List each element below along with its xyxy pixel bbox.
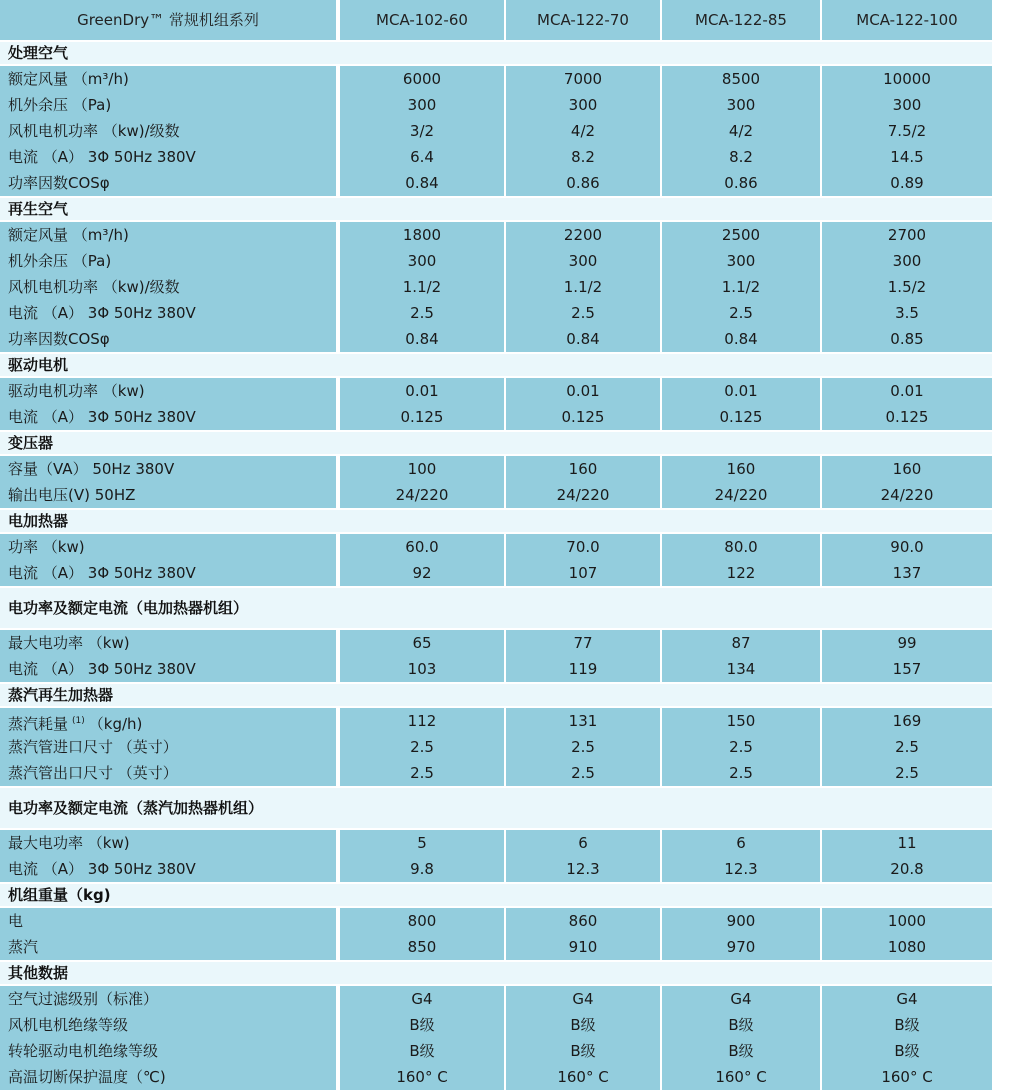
- value-column: [822, 534, 992, 586]
- row-value: 134: [726, 660, 756, 678]
- section-title: 其他数据: [0, 962, 992, 984]
- row-value: 3/2: [409, 122, 435, 140]
- row-label: [0, 630, 336, 656]
- row-value: 80.0: [724, 538, 758, 556]
- row-value: 1000: [887, 912, 927, 930]
- value-column: [822, 986, 992, 1090]
- section-title: 处理空气: [0, 42, 992, 64]
- section-title: 机组重量（kg): [0, 884, 992, 906]
- section-rows: [0, 908, 992, 960]
- row-value: 24/220: [395, 486, 449, 504]
- row-value: 0.125: [561, 408, 605, 426]
- row-label-unit: （kg/h): [88, 715, 143, 733]
- row-value: 2.5: [571, 738, 595, 756]
- row-value: 11: [897, 834, 917, 852]
- row-label: [0, 986, 336, 1012]
- label-column: [0, 222, 336, 352]
- row-value: 0.01: [890, 382, 924, 400]
- row-value: 860: [568, 912, 598, 930]
- section-rows: [0, 534, 992, 586]
- row-value: 1.5/2: [887, 278, 927, 296]
- row-value: 300: [726, 252, 756, 270]
- row-value: 10000: [883, 70, 931, 88]
- row-label-text: 高温切断保护温度（℃): [8, 1068, 166, 1086]
- row-value: 4/2: [570, 122, 596, 140]
- value-column: [340, 986, 504, 1090]
- row-label-text: 功率因数COSφ: [8, 330, 110, 348]
- row-value: G4: [572, 990, 594, 1008]
- row-label: [0, 708, 336, 734]
- row-value: G4: [896, 990, 918, 1008]
- value-column: [662, 708, 820, 786]
- row-value: 300: [407, 252, 437, 270]
- row-value: 7000: [563, 70, 603, 88]
- label-column: [0, 630, 336, 682]
- row-value: 157: [892, 660, 922, 678]
- value-column: [662, 66, 820, 196]
- row-label-text: 额定风量 （m³/h): [8, 70, 129, 88]
- row-label: [0, 856, 336, 882]
- section-title: 变压器: [0, 432, 992, 454]
- row-value: 6: [578, 834, 588, 852]
- row-value: 160° C: [396, 1068, 448, 1086]
- section-title: 再生空气: [0, 198, 992, 220]
- row-label: [0, 534, 336, 560]
- row-label-text: 空气过滤级别（标准）: [8, 990, 159, 1008]
- row-label: [0, 144, 336, 170]
- row-value: 2.5: [410, 738, 434, 756]
- row-label: [0, 830, 336, 856]
- row-label: [0, 1038, 336, 1064]
- row-label: [0, 66, 336, 92]
- row-value: B级: [728, 1042, 754, 1060]
- row-value: 6.4: [410, 148, 434, 166]
- row-label-text: 风机电机功率 （kw)/级数: [8, 278, 180, 296]
- row-label: [0, 118, 336, 144]
- row-value: 1.1/2: [402, 278, 442, 296]
- row-label-text: 蒸汽: [8, 938, 39, 956]
- row-value: G4: [730, 990, 752, 1008]
- row-label-text: 最大电功率 （kw): [8, 834, 130, 852]
- model-header: MCA-122-100: [822, 0, 992, 40]
- row-value: 65: [412, 634, 432, 652]
- value-column: [340, 908, 504, 960]
- row-value: 87: [731, 634, 751, 652]
- row-value: 119: [568, 660, 598, 678]
- row-value: 300: [407, 96, 437, 114]
- row-value: 6000: [402, 70, 442, 88]
- row-value: 77: [573, 634, 593, 652]
- value-column: [506, 378, 660, 430]
- row-label-text: 蒸汽管进口尺寸 （英寸）: [8, 738, 178, 756]
- row-value: 0.01: [566, 382, 600, 400]
- value-column: [822, 456, 992, 508]
- label-column: [0, 378, 336, 430]
- row-value: 300: [892, 252, 922, 270]
- row-value: 2.5: [895, 764, 919, 782]
- row-label: [0, 274, 336, 300]
- row-value: B级: [409, 1016, 435, 1034]
- row-value: 0.84: [405, 174, 439, 192]
- row-value: 1800: [402, 226, 442, 244]
- row-label-text: 电流 （A） 3Φ 50Hz 380V: [8, 660, 196, 678]
- row-value: 850: [407, 938, 437, 956]
- row-label: [0, 222, 336, 248]
- row-value: 160: [568, 460, 598, 478]
- value-column: [662, 830, 820, 882]
- row-label-text: 电流 （A） 3Φ 50Hz 380V: [8, 564, 196, 582]
- row-value: 2.5: [729, 738, 753, 756]
- row-value: 5: [417, 834, 427, 852]
- row-label: [0, 908, 336, 934]
- row-label: [0, 326, 336, 352]
- row-value: 0.84: [566, 330, 600, 348]
- row-value: 160: [726, 460, 756, 478]
- value-column: [340, 378, 504, 430]
- row-value: 122: [726, 564, 756, 582]
- row-value: 24/220: [880, 486, 934, 504]
- value-column: [340, 456, 504, 508]
- row-label-text: 最大电功率 （kw): [8, 634, 130, 652]
- row-value: 92: [412, 564, 432, 582]
- row-label: [0, 300, 336, 326]
- row-label: [0, 1064, 336, 1090]
- value-column: [822, 708, 992, 786]
- section-rows: [0, 222, 992, 352]
- value-column: [506, 222, 660, 352]
- row-label: [0, 248, 336, 274]
- label-column: [0, 534, 336, 586]
- value-column: [662, 456, 820, 508]
- row-label-text: 额定风量 （m³/h): [8, 226, 129, 244]
- row-value: 0.01: [724, 382, 758, 400]
- row-value: 24/220: [714, 486, 768, 504]
- row-value: 0.125: [719, 408, 763, 426]
- value-column: [662, 630, 820, 682]
- value-column: [662, 378, 820, 430]
- section-rows: [0, 708, 992, 786]
- row-value: 160° C: [557, 1068, 609, 1086]
- row-label-text: 风机电机功率 （kw)/级数: [8, 122, 180, 140]
- row-value: 103: [407, 660, 437, 678]
- row-value: 900: [726, 912, 756, 930]
- row-label: [0, 482, 336, 508]
- value-column: [506, 908, 660, 960]
- row-value: B级: [894, 1016, 920, 1034]
- value-column: [506, 456, 660, 508]
- model-header: MCA-122-85: [662, 0, 820, 40]
- row-label: [0, 92, 336, 118]
- row-value: 2200: [563, 226, 603, 244]
- row-value: 7.5/2: [887, 122, 927, 140]
- row-value: 60.0: [405, 538, 439, 556]
- row-value: 800: [407, 912, 437, 930]
- row-value: 90.0: [890, 538, 924, 556]
- value-column: [662, 534, 820, 586]
- row-label-text: 电流 （A） 3Φ 50Hz 380V: [8, 408, 196, 426]
- row-value: 2.5: [410, 304, 434, 322]
- value-column: [662, 986, 820, 1090]
- row-value: 1.1/2: [721, 278, 761, 296]
- row-value: 6: [736, 834, 746, 852]
- value-column: [340, 708, 504, 786]
- section-title: 电加热器: [0, 510, 992, 532]
- section-rows: [0, 630, 992, 682]
- row-value: 131: [568, 712, 598, 730]
- row-value: 160: [892, 460, 922, 478]
- value-column: [822, 830, 992, 882]
- row-value: 0.125: [400, 408, 444, 426]
- row-value: 150: [726, 712, 756, 730]
- row-value: 8500: [721, 70, 761, 88]
- row-value: 20.8: [890, 860, 924, 878]
- row-value: 2.5: [571, 304, 595, 322]
- row-label: [0, 456, 336, 482]
- row-value: 99: [897, 634, 917, 652]
- label-column: [0, 708, 336, 786]
- label-column: [0, 908, 336, 960]
- section-rows: [0, 66, 992, 196]
- table-header: [0, 0, 1010, 40]
- row-label-text: 机外余压 （Pa): [8, 96, 112, 114]
- row-value: 24/220: [556, 486, 610, 504]
- section-title: 驱动电机: [0, 354, 992, 376]
- label-column: [0, 830, 336, 882]
- row-value: 2.5: [410, 764, 434, 782]
- value-column: [822, 378, 992, 430]
- section-title: 电功率及额定电流（电加热器机组）: [0, 588, 992, 628]
- row-value: 0.86: [566, 174, 600, 192]
- row-label-text: 机外余压 （Pa): [8, 252, 112, 270]
- row-value: 2.5: [729, 764, 753, 782]
- row-value: 2700: [887, 226, 927, 244]
- model-header: MCA-122-70: [506, 0, 660, 40]
- row-value: 0.86: [724, 174, 758, 192]
- section-rows: [0, 378, 992, 430]
- row-value: 112: [407, 712, 437, 730]
- row-value: 12.3: [566, 860, 600, 878]
- row-value: 910: [568, 938, 598, 956]
- label-column: [0, 66, 336, 196]
- value-column: [340, 534, 504, 586]
- value-column: [662, 908, 820, 960]
- row-value: 0.84: [405, 330, 439, 348]
- row-label-text: 电流 （A） 3Φ 50Hz 380V: [8, 304, 196, 322]
- row-label: [0, 934, 336, 960]
- row-label-text: 蒸汽管出口尺寸 （英寸）: [8, 764, 178, 782]
- row-label-text: 电: [8, 912, 24, 930]
- value-column: [506, 534, 660, 586]
- row-label: [0, 760, 336, 786]
- value-column: [506, 66, 660, 196]
- row-value: 8.2: [571, 148, 595, 166]
- row-value: 169: [892, 712, 922, 730]
- row-value: 3.5: [895, 304, 919, 322]
- row-value: 14.5: [890, 148, 924, 166]
- row-value: B级: [570, 1016, 596, 1034]
- row-value: 2.5: [895, 738, 919, 756]
- row-value: 0.01: [405, 382, 439, 400]
- row-label-text: 驱动电机功率 （kw): [8, 382, 145, 400]
- section-rows: [0, 986, 992, 1090]
- row-value: 0.85: [890, 330, 924, 348]
- row-label: [0, 656, 336, 682]
- section-rows: [0, 830, 992, 882]
- row-label: [0, 734, 336, 760]
- row-label: [0, 378, 336, 404]
- value-column: [340, 830, 504, 882]
- label-column: [0, 456, 336, 508]
- row-value: 0.84: [724, 330, 758, 348]
- row-label-text: 转轮驱动电机绝缘等级: [8, 1042, 159, 1060]
- row-value: 1.1/2: [563, 278, 603, 296]
- row-label-text: 功率 （kw): [8, 538, 85, 556]
- row-label-text: 风机电机绝缘等级: [8, 1016, 129, 1034]
- series-header: GreenDry™ 常规机组系列: [0, 0, 336, 40]
- row-value: 107: [568, 564, 598, 582]
- row-label: [0, 170, 336, 196]
- value-column: [822, 908, 992, 960]
- row-value: 8.2: [729, 148, 753, 166]
- row-value: 9.8: [410, 860, 434, 878]
- row-value: 300: [568, 252, 598, 270]
- value-column: [822, 66, 992, 196]
- row-value: 0.89: [890, 174, 924, 192]
- row-value: B级: [570, 1042, 596, 1060]
- row-label-text: 功率因数COSφ: [8, 174, 110, 192]
- row-value: 100: [407, 460, 437, 478]
- row-value: 12.3: [724, 860, 758, 878]
- value-column: [340, 66, 504, 196]
- row-value: 0.125: [885, 408, 929, 426]
- footnote-marker: (1): [72, 716, 85, 726]
- row-label-text: 容量（VA） 50Hz 380V: [8, 460, 175, 478]
- row-value: 4/2: [728, 122, 754, 140]
- row-value: 160° C: [881, 1068, 933, 1086]
- row-value: 970: [726, 938, 756, 956]
- value-column: [822, 630, 992, 682]
- value-column: [506, 986, 660, 1090]
- row-value: 137: [892, 564, 922, 582]
- section-rows: [0, 456, 992, 508]
- value-column: [340, 222, 504, 352]
- model-header: MCA-102-60: [340, 0, 504, 40]
- row-label-text: 蒸汽耗量: [8, 715, 69, 733]
- label-column: [0, 986, 336, 1090]
- row-label: [0, 404, 336, 430]
- row-value: 1080: [887, 938, 927, 956]
- row-value: B级: [409, 1042, 435, 1060]
- value-column: [506, 630, 660, 682]
- row-value: 2.5: [571, 764, 595, 782]
- row-value: 2500: [721, 226, 761, 244]
- row-value: 2.5: [729, 304, 753, 322]
- row-value: 300: [892, 96, 922, 114]
- value-column: [506, 708, 660, 786]
- row-value: B级: [894, 1042, 920, 1060]
- value-column: [506, 830, 660, 882]
- row-label: [0, 1012, 336, 1038]
- value-column: [662, 222, 820, 352]
- section-title: 电功率及额定电流（蒸汽加热器机组）: [0, 788, 992, 828]
- row-label-text: 电流 （A） 3Φ 50Hz 380V: [8, 148, 196, 166]
- section-title: 蒸汽再生加热器: [0, 684, 992, 706]
- value-column: [340, 630, 504, 682]
- row-label: [0, 560, 336, 586]
- row-value: 70.0: [566, 538, 600, 556]
- row-value: 300: [726, 96, 756, 114]
- row-value: G4: [411, 990, 433, 1008]
- row-value: 160° C: [715, 1068, 767, 1086]
- row-label-text: 电流 （A） 3Φ 50Hz 380V: [8, 860, 196, 878]
- row-value: B级: [728, 1016, 754, 1034]
- row-label-text: 输出电压(V) 50HZ: [8, 486, 136, 504]
- row-value: 300: [568, 96, 598, 114]
- value-column: [822, 222, 992, 352]
